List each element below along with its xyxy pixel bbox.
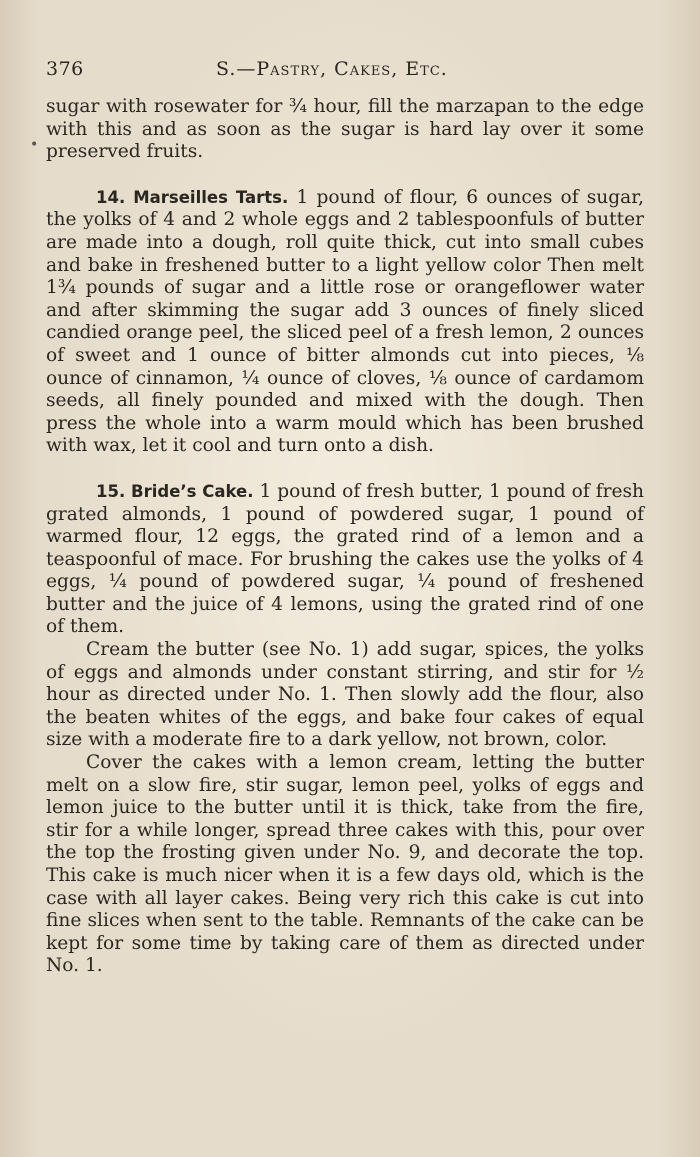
recipe-15 [46, 481, 644, 639]
recipe-14 [46, 187, 644, 458]
book-page [30, 58, 645, 978]
margin-dot: • [30, 137, 39, 153]
page-body [30, 96, 645, 978]
recipe-14-heading: 14. Marseilles Tarts. [96, 187, 289, 207]
recipe-15-paragraph-3: Cover the cakes with a lemon cream, letting the butter melt on a slow fire, stir sugar, lemon peel, yolks of eggs and lemon juice to the butter until it is thick, take from the fire, stir for a while longer, spread three cakes with this, pour over the top the frosting given under No. 9, and decorate the top. This cake is much nicer when it is a few days old, which is the case with all layer cakes. Being very rich this cake is cut into fine slices when sent to the table. Remnants of the cake can be kept for some time by taking care of them as directed under No. 1. [46, 752, 644, 977]
recipe-15-paragraph-2: Cream the butter (see No. 1) add sugar, spices, the yolks of eggs and almonds under constant stirring, and stir for ½ hour as directed under No. 1. Then slowly add the flour, also the beaten whites of the eggs, and bake four cakes of equal size with a moderate fire to a dark yellow, not brown, color. [46, 639, 644, 751]
recipe-14-text: 1 pound of flour, 6 ounces of sugar, the yolks of 4 and 2 whole eggs and 2 tablespoonfuls of butter are made into a dough, roll quite thick, cut into small cubes and bake in freshened butter to a light yellow color Then melt 1¾ pounds of sugar and a little rose or orangeflower water and after skimming the sugar add 3 ounces of finely sliced candied orange peel, the sliced peel of a fresh lemon, 2 ounces of sweet and 1 ounce of bitter almonds cut into pieces, ⅛ ounce of cinnamon, ¼ ounce of cloves, ⅛ ounce of cardamom seeds, all finely pounded and mixed with the dough. Then press the whole into a warm mould which has been brushed with wax, let it cool and turn onto a dish. [46, 186, 645, 457]
recipe-15-heading: 15. Bride’s Cake. [96, 481, 254, 501]
section-title: S.—Pastry, Cakes, Etc. [216, 58, 448, 80]
continuation-paragraph: sugar with rosewater for ¾ hour, fill the marzapan to the edge with this and as soon as the sugar is hard lay over it some preserved fruits. [46, 96, 644, 163]
page-number: 376 [46, 58, 84, 80]
recipe-15-text: 1 pound of fresh butter, 1 pound of fresh grated almonds, 1 pound of powdered sugar, 1 pound of warmed flour, 12 eggs, the grated rind of a lemon and a teaspoonful of mace. For brushing the cakes use the yolks of 4 eggs, ¼ pound of powdered sugar, ¼ pound of freshened butter and the juice of 4 lemons, using the grated rind of one of them. [46, 480, 644, 638]
running-head [46, 58, 644, 84]
